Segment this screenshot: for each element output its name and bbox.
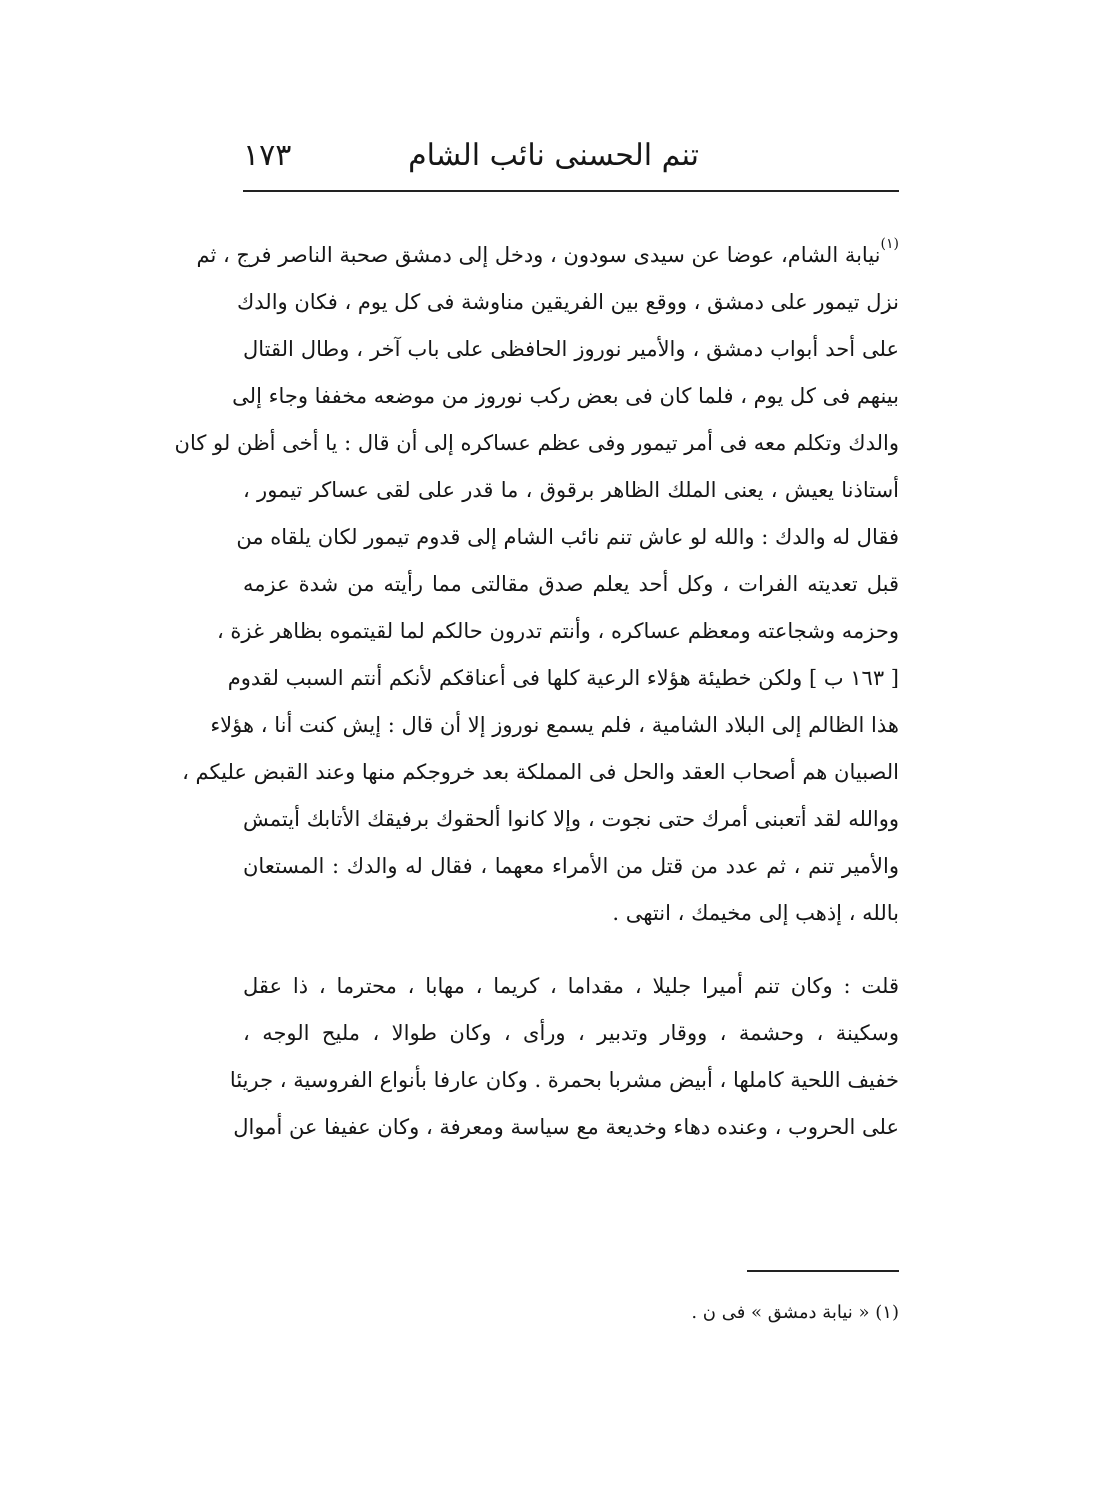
text-line: فقال له والدك : والله لو عاش تنم نائب الشام إلى قدوم تيمور لكان يلقاه من (236, 525, 899, 549)
text-line: على أحد أبواب دمشق ، والأمير نوروز الحافظى على باب آخر ، وطال القتال (243, 337, 899, 361)
text-line: خفيف اللحية كاملها ، أبيض مشربا بحمرة . وكان عارفا بأنواع الفروسية ، جريئا (229, 1068, 899, 1092)
footnote-rule (747, 1270, 899, 1272)
text-line: $^{(١)}$نيابة الشام، عوضا عن سيدى سودون ، ودخل إلى دمشق صحبة الناصر فرج ، ثم (196, 236, 899, 267)
text-line: [ ١٦٣ ب ] ولكن خطيئة هؤلاء الرعية كلها فى أعناقكم لأنكم أنتم السبب لقدوم (227, 666, 899, 690)
paragraph-1 (174, 232, 899, 937)
text-line: قبل تعديته الفرات ، وكل أحد يعلم صدق مقالتى مما رأيته من شدة عزمه (243, 572, 899, 596)
footnote-marker: (١) (880, 236, 899, 252)
header-rule (243, 190, 899, 192)
text-line: ووالله لقد أتعبنى أمرك حتى نجوت ، وإلا كانوا ألحقوك برفيقك الأتابك أيتمش (243, 807, 899, 831)
text-line: هذا الظالم إلى البلاد الشامية ، فلم يسمع نوروز إلا أن قال : إيش كنت أنا ، هؤلاء (210, 713, 899, 737)
text-line: الصبيان هم أصحاب العقد والحل فى المملكة بعد خروجكم منها وعند القبض عليكم ، (182, 760, 899, 784)
footnote: (١) « نيابة دمشق » فى ن . (691, 1302, 899, 1323)
running-title: تنم الحسنى نائب الشام (408, 138, 699, 173)
text-line: بينهم فى كل يوم ، فلما كان فى بعض ركب نوروز من موضعه مخففا وجاء إلى (232, 384, 899, 408)
text-line: نزل تيمور على دمشق ، ووقع بين الفريقين مناوشة فى كل يوم ، فكان والدك (236, 290, 899, 314)
text-line: والدك وتكلم معه فى أمر تيمور وفى عظم عساكره إلى أن قال : يا أخى أظن لو كان (174, 431, 899, 455)
text-line: أستاذنا يعيش ، يعنى الملك الظاهر برقوق ، ما قدر على لقى عساكر تيمور ، (243, 478, 899, 502)
paragraph-2 (229, 963, 899, 1151)
text-line: وحزمه وشجاعته ومعظم عساكره ، وأنتم تدرون حالكم لما لقيتموه بظاهر غزة ، (216, 619, 899, 643)
text-line: على الحروب ، وعنده دهاء وخديعة مع سياسة ومعرفة ، وكان عفيفا عن أموال (233, 1115, 899, 1139)
text-line: قلت : وكان تنم أميرا جليلا ، مقداما ، كريما ، مهابا ، محترما ، ذا عقل (243, 974, 899, 998)
text-line: والأمير تنم ، ثم عدد من قتل من الأمراء معهما ، فقال له والدك : المستعان (243, 854, 899, 878)
page-number: ١٧٣ (243, 138, 292, 173)
body-text (174, 232, 899, 1151)
page-header (243, 128, 899, 190)
text-line: وسكينة ، وحشمة ، ووقار وتدبير ، ورأى ، وكان طوالا ، مليح الوجه ، (243, 1021, 899, 1045)
text-line: بالله ، إذهب إلى مخيمك ، انتهى . (612, 901, 899, 925)
